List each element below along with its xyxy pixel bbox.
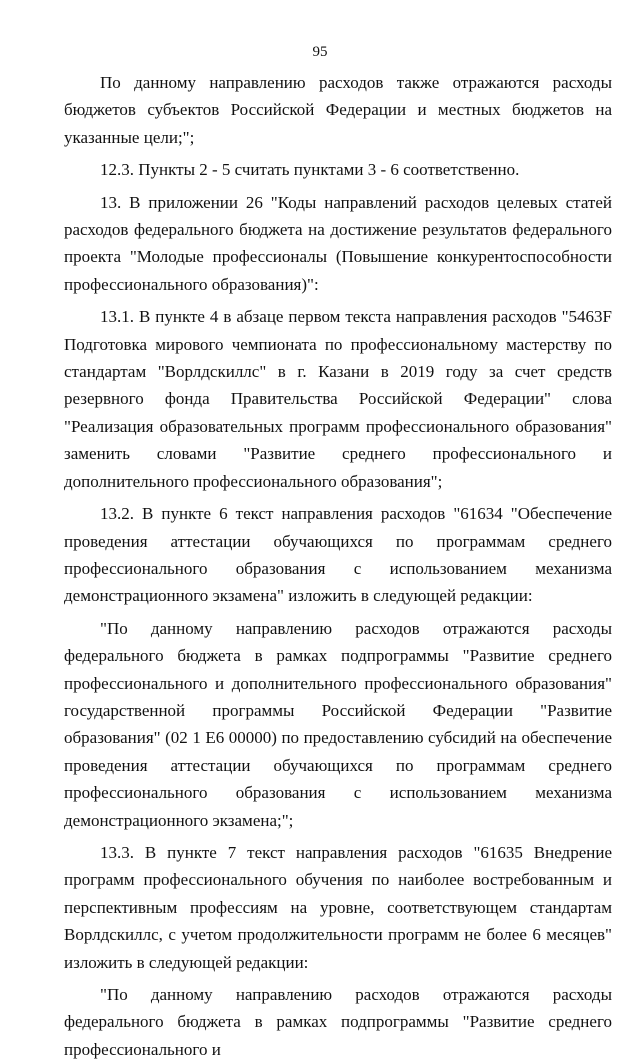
paragraph-2: 12.3. Пункты 2 - 5 считать пунктами 3 - 6 соответственно. bbox=[100, 160, 520, 180]
paragraph-8: "По данному направлению расходов отражаются расходы федерального бюджета в рамках подпрограммы "Развитие среднего профессионального и bbox=[64, 985, 612, 1059]
page-number: 95 bbox=[312, 44, 328, 60]
paragraph-3: 13. В приложении 26 "Коды направлений расходов целевых статей расходов федерального бюджета на достижение результатов федерального проекта "Молодые профессионалы (Повышение конкурентоспособности профессионального образования)": bbox=[64, 192, 612, 294]
paragraph-7: 13.3. В пункте 7 текст направления расходов "61635 Внедрение программ профессионального обучения по наиболее востребованным и перспективным профессиям на уровне, соответствующем стандартам Ворлдскиллс, с учетом продолжительности программ не более 6 месяцев" изложить в следующей редакции: bbox=[64, 842, 612, 972]
paragraph-1: По данному направлению расходов также отражаются расходы бюджетов субъектов Российской Федерации и местных бюджетов на указанные цели;"; bbox=[64, 73, 612, 147]
paragraph-5: 13.2. В пункте 6 текст направления расходов "61634 "Обеспечение проведения аттестации обучающихся по программам среднего профессионального образования с использованием механизма демонстрационного экзамена" изложить в следующей редакции: bbox=[64, 504, 612, 606]
paragraph-4: 13.1. В пункте 4 в абзаце первом текста направления расходов "5463F Подготовка мирового чемпионата по профессиональному мастерству по стандартам "Ворлдскиллс" в г. Казани в 2019 году за счет средств резервного фонда Правительства Российской Федерации" слова "Реализация образовательных программ профессионального образования" заменить словами "Развитие среднего профессионального и дополнительного профессионального образования"; bbox=[64, 307, 612, 491]
paragraph-6: "По данному направлению расходов отражаются расходы федерального бюджета в рамках подпрограммы "Развитие среднего профессионального и дополнительного профессионального образования" государственной программы Российской Федерации "Развитие образования" (02 1 Е6 00000) по предоставлению субсидий на обеспечение проведения аттестации обучающихся по программам среднего профессионального образования с использованием механизма демонстрационного экзамена;"; bbox=[64, 618, 612, 830]
document-body bbox=[64, 64, 612, 1063]
